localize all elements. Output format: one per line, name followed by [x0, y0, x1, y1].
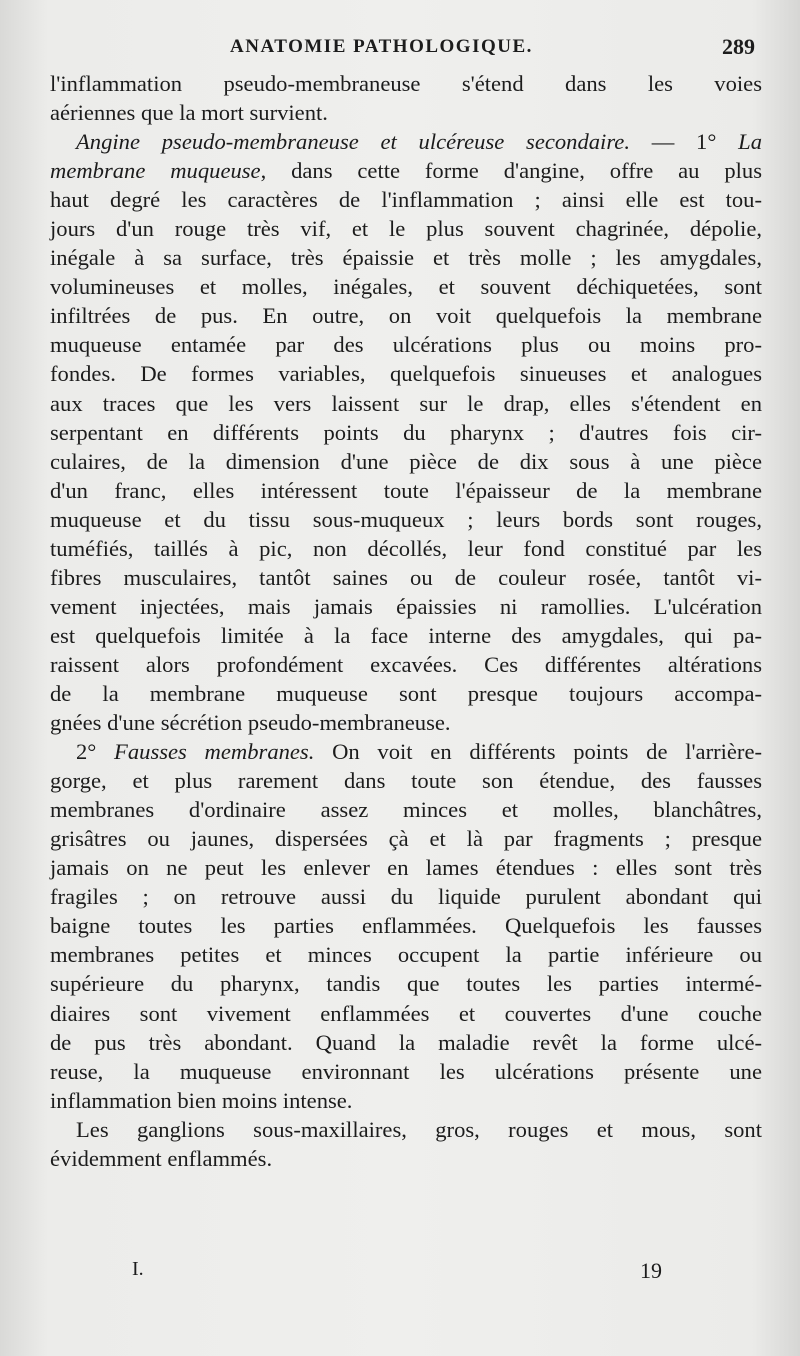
text-run: d'un franc, elles intéressent toute l'épaisseur de la membrane [50, 477, 762, 503]
text-run: l'inflammation pseudo-membraneuse s'étend dans les voies [50, 71, 762, 96]
text-line [50, 737, 762, 766]
text-line [50, 505, 762, 534]
text-run: inflammation bien moins intense. [50, 1087, 353, 1113]
text-line [50, 999, 762, 1028]
text-line [50, 621, 762, 650]
volume-number: I. [132, 1258, 144, 1280]
text-line [50, 359, 762, 388]
text-run: de pus très abondant. Quand la maladie revêt la forme ulcé- [50, 1029, 762, 1055]
italic-run: La [738, 129, 762, 155]
text-line [50, 476, 762, 505]
text-run: raissent alors profondément excavées. Ces différentes altérations [50, 651, 762, 677]
text-line [50, 243, 762, 272]
text-run: inégale à sa surface, très épaissie et très molle ; les amygdales, [50, 245, 762, 271]
text-run: tuméfiés, taillés à pic, non décollés, leur fond constitué par les [50, 535, 762, 561]
text-run: aériennes que la mort survient. [50, 100, 328, 126]
text-run: — 1° [629, 129, 739, 155]
text-line [50, 127, 762, 156]
text-line [50, 1028, 762, 1057]
text-run: muqueuse entamée par des ulcérations plus ou moins pro- [50, 332, 762, 358]
text-line [50, 679, 762, 708]
text-line [50, 766, 762, 795]
text-run: gorge, et plus rarement dans toute son étendue, des fausses [50, 768, 762, 794]
text-line [50, 330, 762, 359]
text-line [50, 882, 762, 911]
text-run: , dans cette forme d'angine, offre au plus [260, 158, 763, 184]
text-line [50, 563, 762, 592]
text-run: 2° [76, 739, 115, 765]
page-number: 289 [722, 34, 755, 59]
text-line [50, 940, 762, 969]
italic-run: Angine pseudo-membraneuse et ulcéreuse secondaire. [76, 129, 630, 155]
text-run: volumineuses et molles, inégales, et souvent déchiquetées, sont [50, 274, 762, 300]
running-title: ANATOMIE PATHOLOGIQUE. [230, 36, 533, 57]
text-run: diaires sont vivement enflammées et couvertes d'une couche [50, 1000, 762, 1026]
text-line [50, 592, 762, 621]
text-line [50, 1057, 762, 1086]
text-line [50, 824, 762, 853]
page-footer [50, 1258, 762, 1288]
text-line [50, 534, 762, 563]
italic-run: Fausses membranes. [114, 739, 315, 765]
text-line [50, 1115, 762, 1144]
text-run: serpentant en différents points du pharynx ; d'autres fois cir- [50, 419, 762, 445]
text-run: fibres musculaires, tantôt saines ou de couleur rosée, tantôt vi- [50, 564, 762, 590]
text-run: gnées d'une sécrétion pseudo-membraneuse. [50, 710, 451, 736]
text-run: Les ganglions sous-maxillaires, gros, rouges et mous, sont [76, 1116, 762, 1142]
text-line [50, 185, 762, 214]
text-run: infiltrées de pus. En outre, on voit quelquefois la membrane [50, 303, 762, 329]
text-line [50, 969, 762, 998]
text-run: On voit en différents points de l'arrière- [314, 739, 763, 765]
text-run: fondes. De formes variables, quelquefois sinueuses et analogues [50, 361, 762, 387]
text-line [50, 447, 762, 476]
page-header [50, 34, 755, 64]
text-line [50, 98, 762, 127]
body-text [50, 69, 762, 1173]
text-run: culaires, de la dimension d'une pièce de dix sous à une pièce [50, 448, 762, 474]
text-run: muqueuse et du tissu sous-muqueux ; leurs bords sont rouges, [50, 506, 762, 532]
text-line [50, 1086, 762, 1115]
text-run: membranes petites et minces occupent la partie inférieure ou [50, 942, 762, 968]
text-run: jours d'un rouge très vif, et le plus souvent chagrinée, dépolie, [50, 216, 762, 242]
text-line [50, 853, 762, 882]
text-run: membranes d'ordinaire assez minces et molles, blanchâtres, [50, 797, 762, 823]
text-run: supérieure du pharynx, tandis que toutes les parties intermé- [50, 971, 762, 997]
text-run: baigne toutes les parties enflammées. Quelquefois les fausses [50, 913, 762, 939]
text-run: haut degré les caractères de l'inflammation ; ainsi elle est tou- [50, 187, 762, 213]
text-line [50, 418, 762, 447]
text-line [50, 156, 762, 185]
text-run: évidemment enflammés. [50, 1145, 273, 1171]
text-run: jamais on ne peut les enlever en lames étendues : elles sont très [50, 855, 762, 881]
text-line [50, 301, 762, 330]
text-line [50, 69, 762, 98]
text-line [50, 911, 762, 940]
text-run: fragiles ; on retrouve aussi du liquide purulent abondant qui [50, 884, 762, 910]
text-run: aux traces que les vers laissent sur le drap, elles s'étendent en [50, 390, 762, 416]
text-line [50, 650, 762, 679]
signature-mark: 19 [640, 1258, 662, 1283]
text-line [50, 272, 762, 301]
text-line [50, 1144, 762, 1173]
text-line [50, 214, 762, 243]
text-run: est quelquefois limitée à la face interne des amygdales, qui pa- [50, 622, 762, 648]
text-line [50, 389, 762, 418]
text-line [50, 795, 762, 824]
text-line [50, 708, 762, 737]
italic-run: membrane muqueuse [50, 158, 261, 184]
text-run: reuse, la muqueuse environnant les ulcérations présente une [50, 1058, 762, 1084]
text-run: de la membrane muqueuse sont presque toujours accompa- [50, 680, 762, 706]
text-run: grisâtres ou jaunes, dispersées çà et là par fragments ; presque [50, 826, 762, 852]
text-run: vement injectées, mais jamais épaissies ni ramollies. L'ulcération [50, 593, 762, 619]
